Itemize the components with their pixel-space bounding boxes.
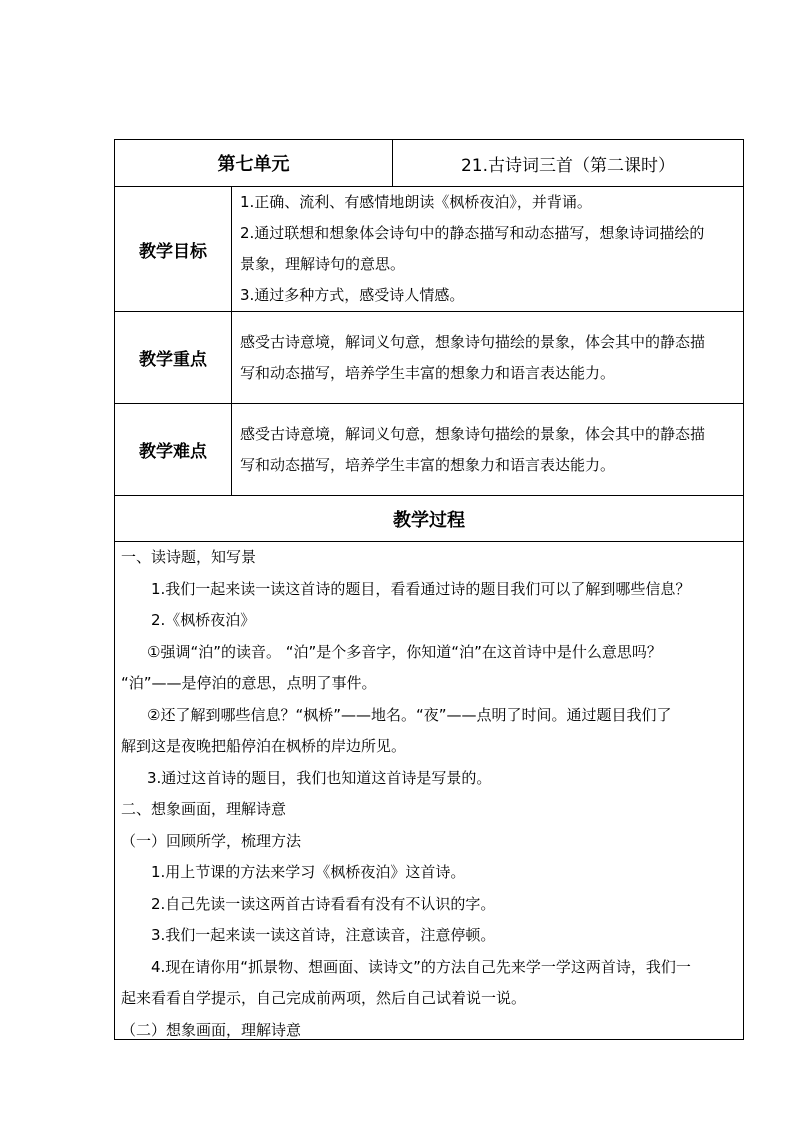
objectives-line: 景象，理解诗句的意思。 (240, 255, 406, 273)
objectives-row (115, 187, 743, 312)
unit-title: 第七单元 (115, 140, 393, 186)
difficulties-line: 写和动态描写，培养学生丰富的想象力和语言表达能力。 (240, 456, 616, 474)
difficulties-content (232, 419, 743, 481)
key-points-content (232, 327, 743, 389)
objectives-line: 2.通过联想和想象体会诗句中的静态描写和动态描写，想象诗词描绘的 (240, 224, 705, 242)
process-line: “泊”——是停泊的意思，点明了事件。 (121, 674, 377, 692)
process-line: ①强调“泊”的读音。 “泊”是个多音字，你知道“泊”在这首诗中是什么意思吗？ (147, 642, 662, 661)
process-line: 2.《枫桥夜泊》 (151, 611, 256, 629)
difficulties-row (115, 404, 743, 496)
process-line: 一、读诗题，知写景 (121, 548, 257, 566)
process-line: 3.通过这首诗的题目，我们也知道这首诗是写景的。 (147, 768, 492, 787)
process-line: 二、想象画面，理解诗意 (121, 800, 287, 818)
process-line: 4.现在请你用“抓景物、想画面、读诗文”的方法自己先来学一学这两首诗，我们一 (151, 957, 691, 976)
key-points-label: 教学重点 (115, 312, 232, 403)
objectives-label: 教学目标 (115, 187, 232, 311)
process-line: （二）想象画面，理解诗意 (121, 1020, 302, 1039)
process-content (115, 542, 743, 1046)
process-line: ②还了解到哪些信息？“枫桥”——地名。“夜”——点明了时间。通过题目我们了 (147, 705, 672, 724)
process-line: 1.用上节课的方法来学习《枫桥夜泊》这首诗。 (151, 863, 466, 881)
process-title: 教学过程 (115, 496, 743, 542)
difficulties-label: 教学难点 (115, 404, 232, 495)
objectives-line: 3.通过多种方式，感受诗人情感。 (240, 286, 465, 304)
process-line: 起来看看自学提示，自己完成前两项，然后自己试着说一说。 (121, 989, 527, 1007)
process-line: 2.自己先读一读这两首古诗看看有没有不认识的字。 (151, 894, 496, 913)
process-line: 3.我们一起来读一读这首诗，注意读音，注意停顿。 (151, 926, 496, 944)
objectives-line: 1.正确、流利、有感情地朗读《枫桥夜泊》，并背诵。 (240, 193, 592, 211)
process-line: 1.我们一起来读一读这首诗的题目，看看通过诗的题目我们可以了解到哪些信息？ (151, 579, 691, 598)
header-row (115, 140, 743, 187)
lesson-plan-table (114, 139, 744, 1040)
process-line: （一）回顾所学，梳理方法 (121, 831, 302, 850)
objectives-content (232, 187, 743, 311)
key-points-line: 感受古诗意境，解词义句意，想象诗句描绘的景象，体会其中的静态描 (240, 333, 706, 351)
process-line: 解到这是夜晚把船停泊在枫桥的岸边所见。 (121, 737, 407, 755)
difficulties-line: 感受古诗意境，解词义句意，想象诗句描绘的景象，体会其中的静态描 (240, 425, 706, 443)
lesson-title: 21.古诗词三首（第二课时） (460, 155, 676, 176)
key-points-line: 写和动态描写，培养学生丰富的想象力和语言表达能力。 (240, 364, 616, 382)
key-points-row (115, 312, 743, 404)
